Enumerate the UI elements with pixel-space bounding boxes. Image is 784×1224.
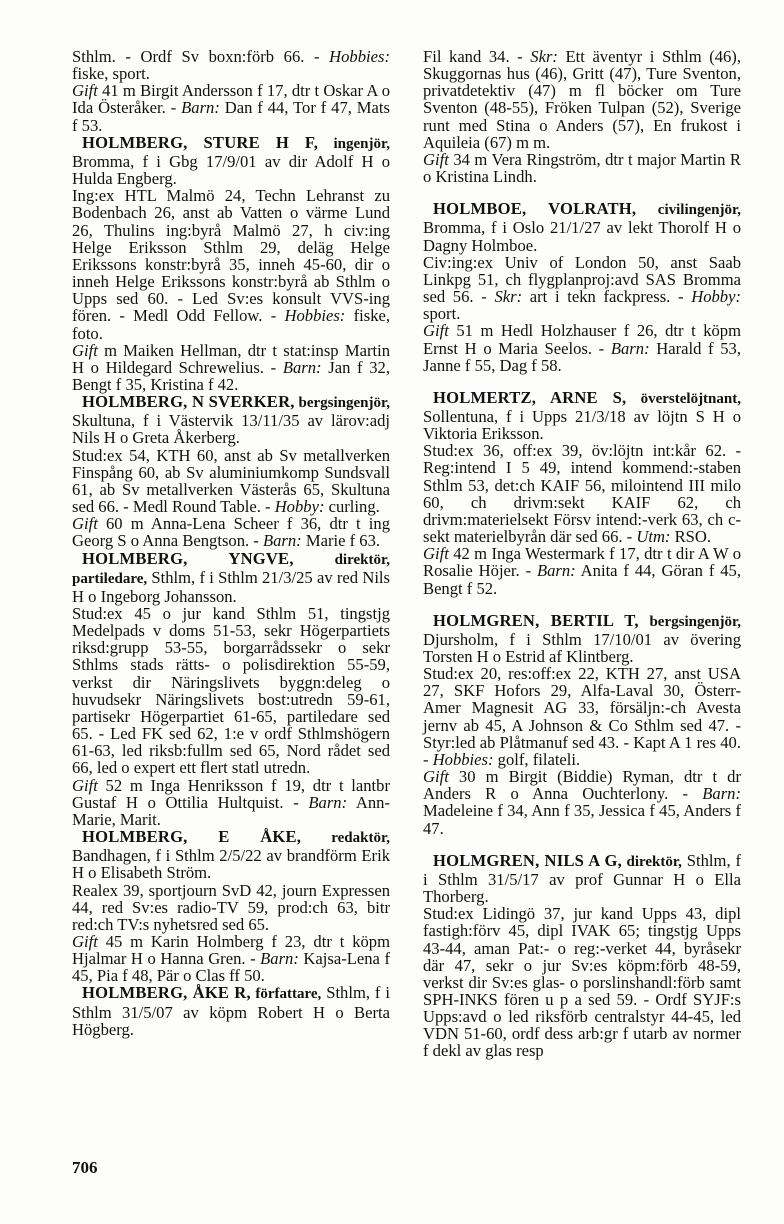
paragraph: Stud:ex 54, KTH 60, anst ab Sv metallverken Finspång 60, ab Sv aluminiumkomp Sundsvall 61, ab Sv metallverken Västerås 65, Skultuna sed 66. - Medl Round Table. - Hobby: curling.	[72, 445, 390, 517]
entry-name: HOLMBERG, E ÅKE,	[82, 827, 302, 847]
entry-holmberg-sture	[72, 134, 390, 393]
entry-holmboe-volrath	[423, 200, 741, 374]
entry-title: bergsingenjör,	[638, 613, 741, 630]
entry-name: HOLMBOE, VOLRATH,	[433, 199, 637, 219]
paragraph: Sthlm. - Ordf Sv boxn:förb 66. - Hobbies: fiske, sport.	[72, 47, 390, 84]
entry-heading: HOLMBERG, YNGVE, direktör, partiledare, Sthlm, f i Sthlm 21/3/25 av red Nils H o Ingeborg Johansson.	[72, 548, 390, 606]
entry-continuation-right	[423, 48, 741, 185]
entry-heading: HOLMGREN, BERTIL T, bergsingenjör, Djursholm, f i Sthlm 17/10/01 av övering Torsten H o Estrid af Klintberg.	[423, 610, 741, 666]
paragraph: Gift m Maiken Hellman, dtr t stat:insp Martin H o Hildegard Schrewelius. - Barn: Jan f 32, Bengt f 35, Kristina f 42.	[72, 340, 391, 394]
entry-title: redaktör,	[301, 830, 390, 847]
paragraph: Civ:ing:ex Univ of London 50, anst Saab Linkpg 51, ch flygplanproj:avd SAS Bromma sed 56. - Skr: art i tekn fackpress. - Hobby: sport.	[423, 252, 741, 324]
paragraph: Stud:ex Lidingö 37, jur kand Upps 43, dipl fastigh:förv 45, dipl IVAK 65; tingstjg Upps 43-44, aman Pat:- o reg:-verket 44, byråsekr där 47, sekr o jur Sv:es köpm:förb 48-59, verkst dir Sv:es glas- o porslinshandl:förb samt SPH-INKS fören u p a sed 59. - Ordf SYJF:s Upps:avd o led riksförb centralstyr 44-45, led VDN 51-60, ordf dess arb:gr f utarb av normer f dekl av glas resp	[423, 904, 741, 1061]
paragraph: Realex 39, sportjourn SvD 42, journ Expressen 44, red Sv:es radio-TV 59, prod:ch 63, bitr red:ch TV:s nyhetsred sed 65.	[72, 880, 390, 934]
paragraph: Gift 45 m Karin Holmberg f 23, dtr t köpm Hjalmar H o Hanna Gren. - Barn: Kajsa-Lena f 45, Pia f 48, Pär o Clas ff 50.	[72, 931, 390, 986]
entry-holmberg-yngve	[72, 550, 390, 829]
entry-title: direktör, partiledare,	[72, 551, 390, 587]
entry-heading: HOLMBERG, ÅKE R, författare, Sthlm, f i Sthlm 31/5/07 av köpm Robert H o Berta Högberg.	[72, 983, 390, 1039]
entry-heading: HOLMBERG, STURE H F, ingenjör, Bromma, f i Gbg 17/9/01 av dir Adolf H o Hulda Engberg.	[72, 132, 390, 189]
paragraph: Gift 60 m Anna-Lena Scheer f 36, dtr t ing Georg S o Anna Bengtson. - Barn: Marie f 63.	[72, 514, 390, 551]
entry-title: överstelöjtnant,	[626, 390, 741, 407]
entry-title: författare,	[250, 986, 322, 1003]
entry-title: civilingenjör,	[636, 202, 742, 219]
entry-name: HOLMERTZ, ARNE S,	[433, 387, 627, 407]
right-column	[423, 48, 741, 1060]
paragraph: Fil kand 34. - Skr: Ett äventyr i Sthlm (46), Skuggornas hus (46), Gritt (47), Ture Sventon, privatdetektiv (47) m fl böcker om Ture Sventon (48-55), Fröken Tulpan (52), Sverige runt med Stina o Anders (57), En frukost i Aquileia (67) m m.	[423, 47, 741, 152]
paragraph: Stud:ex 45 o jur kand Sthlm 51, tingstjg Medelpads v doms 51-53, sekr Högerpartiets riksd:grupp 53-55, borgarrådssekr o sekr Sthlms stads rätts- o polisdirektion 55-59, verkst dir Näringslivets byggn:deleg o huvudsekr Näringslivets bost:utredn 59-61, partisekr Högerpartiet 61-65, partiledare sed 65. - Led FK sed 62, 1:e v ordf Sthlmshögern 61-63, led riksb:fullm sed 65, Nord rådet sed 66, led o expert ett flert statl utredn.	[72, 604, 390, 778]
entry-holmberg-e-ake	[72, 828, 390, 984]
entry-title: ingenjör,	[318, 135, 390, 152]
entry-title: direktör,	[622, 853, 682, 870]
paragraph: Gift 51 m Hedl Holzhauser f 26, dtr t köpm Ernst H o Maria Seelos. - Barn: Harald f 53, Janne f 55, Dag f 58.	[423, 321, 741, 375]
paragraph: Gift 30 m Birgit (Biddie) Ryman, dtr t dr Anders R o Anna Ouchterlony. - Barn: Madeleine f 34, Ann f 35, Jessica f 45, Anders f 47.	[423, 767, 741, 838]
entry-holmberg-sverker	[72, 393, 390, 549]
entry-heading: HOLMBOE, VOLRATH, civilingenjör, Bromma, f i Oslo 21/1/27 av lekt Thorolf H o Dagny Holmboe.	[423, 199, 742, 255]
entry-heading: HOLMERTZ, ARNE S, överstelöjtnant, Sollentuna, f i Upps 21/3/18 av löjtn S H o Viktoria Eriksson.	[423, 387, 741, 444]
entry-continuation-left	[72, 48, 390, 134]
left-column	[72, 48, 390, 1038]
entry-name: HOLMBERG, ÅKE R,	[82, 983, 251, 1003]
paragraph: Gift 42 m Inga Westermark f 17, dtr t dir A W o Rosalie Höjer. - Barn: Anita f 44, Göran f 45, Bengt f 52.	[423, 544, 741, 598]
paragraph: Stud:ex 20, res:off:ex 22, KTH 27, anst USA 27, SKF Hofors 29, Alfa-Laval 30, Österr-Amer Magnesit AG 33, försäljn:-ch Avesta jernv ab 45, A Johnson & Co Sthlm sed 47. - Styr:led ab Plåtmanuf sed 43. - Kapt A 1 res 40. - Hobbies: golf, filateli.	[423, 664, 741, 769]
entry-name: HOLMGREN, NILS A G,	[433, 850, 623, 870]
entry-name: HOLMBERG, YNGVE,	[82, 548, 294, 568]
paragraph: Gift 52 m Inga Henriksson f 19, dtr t lantbr Gustaf H o Ottilia Hultquist. - Barn: Ann-Marie, Marit.	[72, 775, 390, 829]
entry-name: HOLMBERG, N SVERKER,	[82, 392, 295, 412]
entry-name: HOLMGREN, BERTIL T,	[433, 610, 639, 630]
entry-holmertz-arne	[423, 389, 741, 597]
paragraph: Stud:ex 36, off:ex 39, öv:löjtn int:kår 62. - Reg:intend I 5 49, intend kommend:-staben Sthlm 53, det:ch KAIF 56, milointend III milo 60, ch drivm:sekt KAIF 62, ch drivm:materielsekt Försv intend:-verk 63, ch c-sekt materielbyrån där sed 66. - Utm: RSO.	[423, 441, 741, 547]
entry-holmgren-bertil	[423, 612, 741, 837]
paragraph: Gift 41 m Birgit Andersson f 17, dtr t Oskar A o Ida Österåker. - Barn: Dan f 44, Tor f 47, Mats f 53.	[72, 81, 390, 135]
entry-heading: HOLMBERG, N SVERKER, bergsingenjör, Skultuna, f i Västervik 13/11/35 av lärov:adj Nils H o Greta Åkerberg.	[72, 392, 391, 448]
entry-heading: HOLMBERG, E ÅKE, redaktör, Bandhagen, f i Sthlm 2/5/22 av brandförm Erik H o Elisabeth Ström.	[72, 827, 390, 883]
entry-holmberg-ake-r	[72, 984, 390, 1037]
entry-heading: HOLMGREN, NILS A G, direktör, Sthlm, f i Sthlm 31/5/17 av prof Gunnar H o Ella Thorberg.	[423, 850, 741, 907]
page-number: 706	[72, 1158, 98, 1177]
entry-holmgren-nils	[423, 852, 741, 1060]
entry-title: bergsingenjör,	[294, 395, 391, 412]
paragraph: Ing:ex HTL Malmö 24, Techn Lehranst zu Bodenbach 26, anst ab Vatten o värme Lund 26, Thulins ing:byrå Malmö 27, h civ:ing Helge Eriksson Sthlm 29, deläg Helge Erikssons konstr:byrå 35, inneh 45-60, dir o inneh Helge Erikssons konstr:byrå ab Sthlm o Upps sed 60. - Led Sv:es konsult VVS-ing fören. - Medl Odd Fellow. - Hobbies: fiske, foto.	[72, 186, 390, 343]
entry-name: HOLMBERG, STURE H F,	[82, 132, 319, 152]
paragraph: Gift 34 m Vera Ringström, dtr t major Martin R o Kristina Lindh.	[423, 149, 741, 187]
